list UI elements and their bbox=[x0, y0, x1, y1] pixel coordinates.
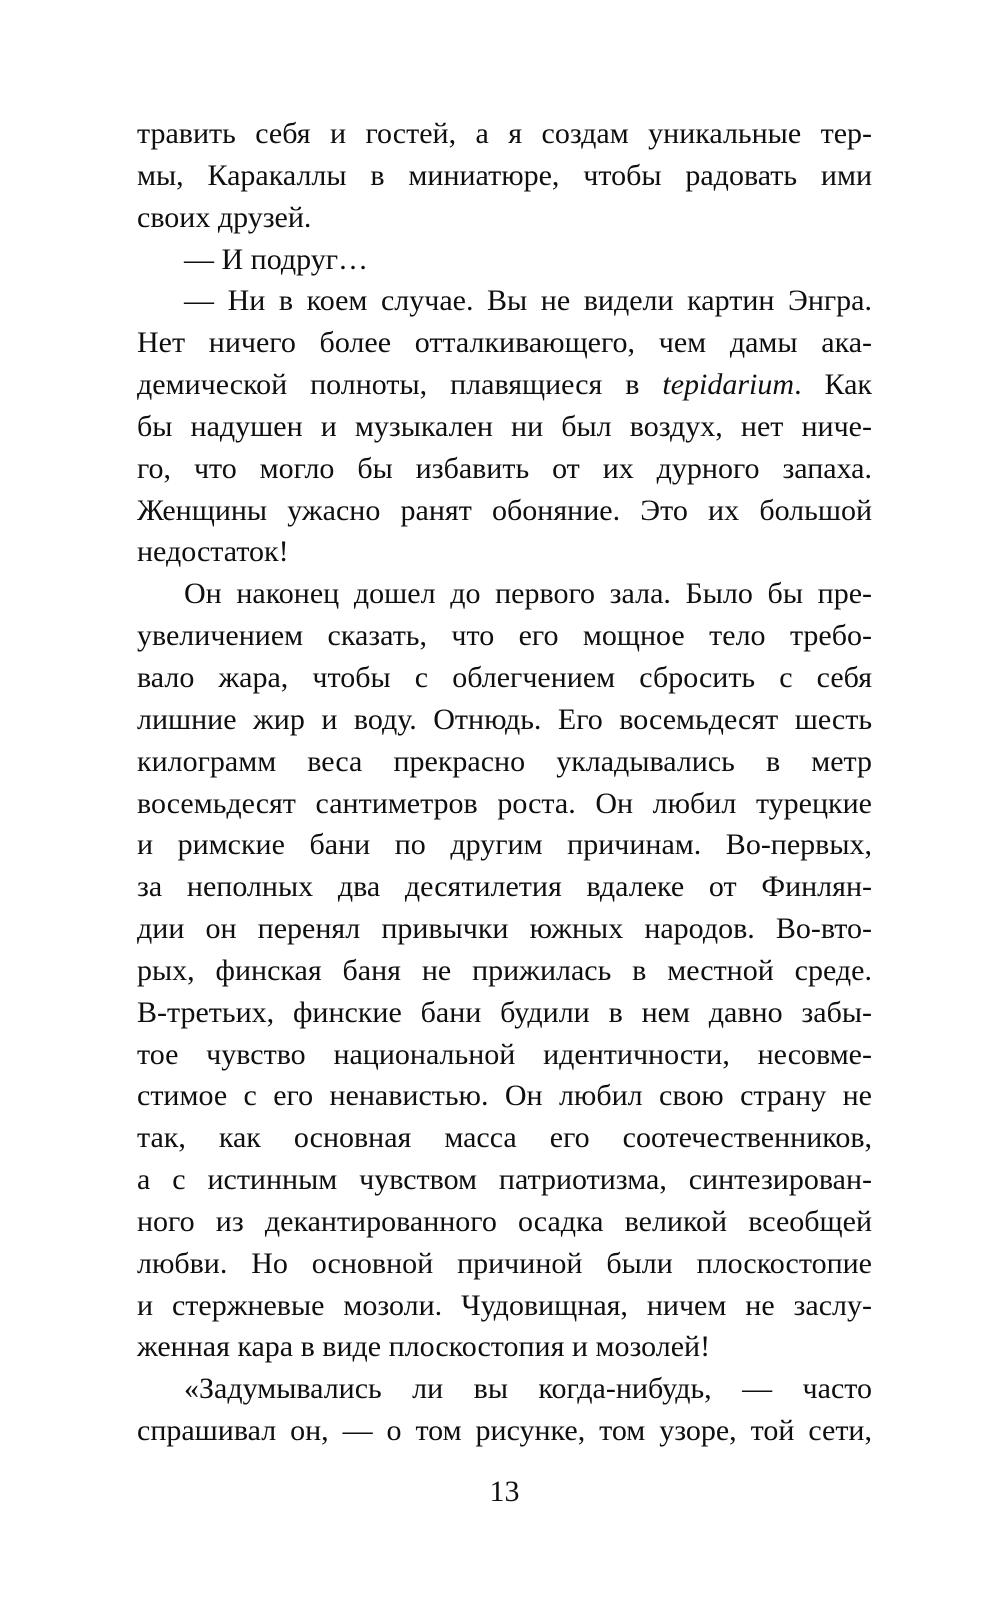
text-line bbox=[137, 1117, 872, 1159]
text-line bbox=[137, 741, 872, 783]
text-segment: спрашивал он, — о том рисунке, том узоре, той сети, bbox=[137, 1414, 872, 1448]
text-segment: недостаток! bbox=[137, 535, 289, 569]
text-line bbox=[137, 824, 872, 866]
text-line bbox=[137, 113, 872, 155]
text-segment: тое чувство национальной идентичности, несовме- bbox=[137, 1037, 872, 1071]
text-segment: вало жара, чтобы с облегчением сбросить с себя bbox=[137, 660, 872, 694]
text-line bbox=[137, 866, 872, 908]
text-segment: и римские бани по другим причинам. Во-первых, bbox=[137, 828, 872, 862]
text-segment: килограмм веса прекрасно укладывались в метр bbox=[137, 744, 872, 778]
text-segment: травить себя и гостей, а я создам уникальные тер- bbox=[137, 117, 872, 150]
text-line bbox=[137, 657, 872, 699]
text-line bbox=[137, 406, 872, 448]
text-line bbox=[137, 1159, 872, 1201]
text-line bbox=[137, 992, 872, 1034]
text-segment: женная кара в виде плоскостопия и мозолей! bbox=[137, 1330, 711, 1364]
text-line bbox=[137, 615, 872, 657]
text-line bbox=[137, 239, 872, 281]
text-segment: ного из декантированного осадка великой всеобщей bbox=[137, 1204, 872, 1238]
text-segment: «Задумывались ли вы когда-нибудь, — часто bbox=[184, 1372, 872, 1406]
text-line bbox=[137, 1201, 872, 1243]
text-line bbox=[137, 950, 872, 992]
text-segment: . Как bbox=[794, 368, 872, 402]
text-line bbox=[137, 1034, 872, 1076]
text-segment: рых, финская баня не прижилась в местной среде. bbox=[137, 953, 872, 987]
text-segment: так, как основная масса его соотечественников, bbox=[137, 1121, 872, 1155]
text-segment: дии он перенял привычки южных народов. Во-вто- bbox=[137, 912, 872, 946]
text-segment: восемьдесят сантиметров роста. Он любил турецкие bbox=[137, 786, 872, 820]
text-segment: увеличением сказать, что его мощное тело требо- bbox=[137, 619, 872, 653]
text-line bbox=[137, 908, 872, 950]
text-segment: Нет ничего более отталкивающего, чем дамы ака- bbox=[137, 326, 872, 360]
text-block bbox=[137, 113, 872, 1452]
text-line bbox=[137, 155, 872, 197]
text-segment: за неполных два десятилетия вдалеке от Финлян- bbox=[137, 870, 872, 904]
text-line bbox=[137, 573, 872, 615]
text-segment: Женщины ужасно ранят обоняние. Это их большой bbox=[137, 493, 872, 527]
text-line bbox=[137, 490, 872, 532]
text-line bbox=[137, 197, 872, 239]
text-segment: своих друзей. bbox=[137, 200, 312, 234]
text-line bbox=[137, 1368, 872, 1410]
text-line bbox=[137, 783, 872, 825]
text-segment: — И подруг… bbox=[184, 242, 369, 276]
text-line bbox=[137, 699, 872, 741]
text-line bbox=[137, 322, 872, 364]
text-segment: и стержневые мозоли. Чудовищная, ничем не заслу- bbox=[137, 1288, 872, 1322]
page-number: 13 bbox=[489, 1475, 520, 1508]
text-line bbox=[137, 531, 872, 573]
text-line bbox=[137, 1285, 872, 1327]
text-line bbox=[137, 364, 872, 406]
italic-text-segment: tepidarium bbox=[662, 368, 795, 402]
text-line bbox=[137, 280, 872, 322]
text-segment: В-третьих, финские бани будили в нем давно забы- bbox=[137, 995, 872, 1029]
text-line bbox=[137, 1326, 872, 1368]
text-line bbox=[137, 1243, 872, 1285]
text-segment: Он наконец дошел до первого зала. Было бы пре- bbox=[184, 577, 872, 611]
text-line bbox=[137, 1075, 872, 1117]
text-segment: бы надушен и музыкален ни был воздух, нет ниче- bbox=[137, 409, 872, 443]
text-line bbox=[137, 448, 872, 490]
text-segment: стимое с его ненавистью. Он любил свою страну не bbox=[137, 1079, 872, 1113]
text-segment: лишние жир и воду. Отнюдь. Его восемьдесят шесть bbox=[137, 702, 872, 736]
text-segment: демической полноты, плавящиеся в bbox=[137, 368, 663, 402]
text-segment: а с истинным чувством патриотизма, синтезирован- bbox=[137, 1163, 872, 1197]
text-line bbox=[137, 1410, 872, 1452]
text-segment: мы, Каракаллы в миниатюре, чтобы радовать ими bbox=[137, 158, 872, 192]
text-segment: го, что могло бы избавить от их дурного запаха. bbox=[137, 451, 872, 485]
text-segment: любви. Но основной причиной были плоскостопие bbox=[137, 1246, 872, 1280]
text-segment: — Ни в коем случае. Вы не видели картин Энгра. bbox=[184, 284, 872, 318]
